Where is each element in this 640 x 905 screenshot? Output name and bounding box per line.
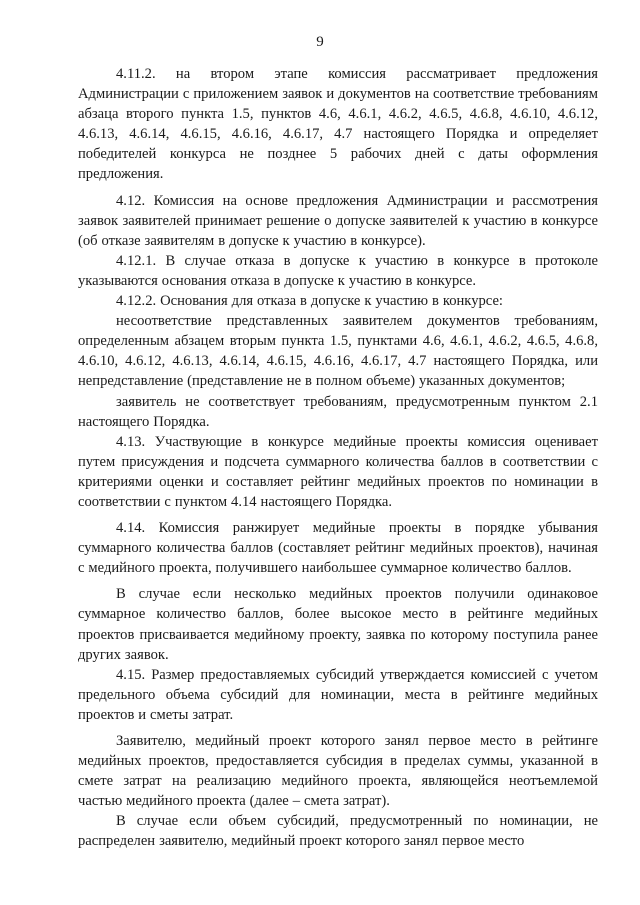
paragraph-4-14: 4.14. Комиссия ранжирует медийные проекты в порядке убывания суммарного количества баллов (составляет рейтинг медийных проектов), начиная с медийного проекта, получившего наибольшее суммарное количество баллов. xyxy=(78,520,598,577)
paragraph-4-12: 4.12. Комиссия на основе предложения Администрации и рассмотрения заявок заявителей принимает решение о допуске заявителей к участию в конкурсе (об отказе заявителям в допуске к участию в конкурсе). xyxy=(78,192,598,249)
document-body xyxy=(78,64,598,852)
paragraph-undistributed-subsidy: В случае если объем субсидий, предусмотренный по номинации, не распределен заявителю, медийный проект которого занял первое место xyxy=(78,813,598,850)
paragraph-4-13: 4.13. Участвующие в конкурсе медийные проекты комиссия оценивает путем присуждения и подсчета суммарного количества баллов в соответствии с критериями оценки и составляет рейтинг медийных проектов по номинации в соответствии с пунктом 4.14 настоящего Порядка. xyxy=(78,433,598,510)
paragraph-refusal-ground-2: заявитель не соответствует требованиям, предусмотренным пунктом 2.1 настоящего Порядка. xyxy=(78,393,598,430)
paragraph-4-15: 4.15. Размер предоставляемых субсидий утверждается комиссией с учетом предельного объема субсидий для номинации, места в рейтинге медийных проектов и сметы затрат. xyxy=(78,666,598,723)
paragraph-refusal-ground-1: несоответствие представленных заявителем документов требованиям, определенным абзацем вторым пункта 1.5, пунктами 4.6, 4.6.1, 4.6.2, 4.6.5, 4.6.8, 4.6.10, 4.6.12, 4.6.13, 4.6.14, 4.6.15, 4.6.16, 4.6.17, 4.7 настоящего Порядка, или непредставление (представление не в полном объеме) указанных документов; xyxy=(78,313,598,390)
paragraph-first-place-subsidy: Заявителю, медийный проект которого занял первое место в рейтинге медийных проектов, предоставляется субсидия в пределах суммы, указанной в смете затрат на реализацию медийного проекта, являющейся неотъемлемой частью медийного проекта (далее – смета затрат). xyxy=(78,733,598,810)
paragraph-4-12-2: 4.12.2. Основания для отказа в допуске к участию в конкурсе: xyxy=(116,293,503,310)
paragraph-4-12-1: 4.12.1. В случае отказа в допуске к участию в конкурсе в протоколе указываются основания отказа в допуске к участию в конкурсе. xyxy=(78,252,598,289)
paragraph-4-11-2: 4.11.2. на втором этапе комиссия рассматривает предложения Администрации с приложением заявок и документов на соответствие требованиям абзаца второго пункта 1.5, пунктов 4.6, 4.6.1, 4.6.2, 4.6.5, 4.6.8, 4.6.10, 4.6.12, 4.6.13, 4.6.14, 4.6.15, 4.6.16, 4.6.17, 4.7 настоящего Порядка и определяет победителей конкурса не позднее 5 рабочих дней с даты оформления предложения. xyxy=(78,66,598,183)
paragraph-equal-score: В случае если несколько медийных проектов получили одинаковое суммарное количество баллов, более высокое место в рейтинге медийных проектов присваивается медийному проекту, заявка по которому поступила ранее других заявок. xyxy=(78,586,598,663)
page-number: 9 xyxy=(316,34,324,50)
